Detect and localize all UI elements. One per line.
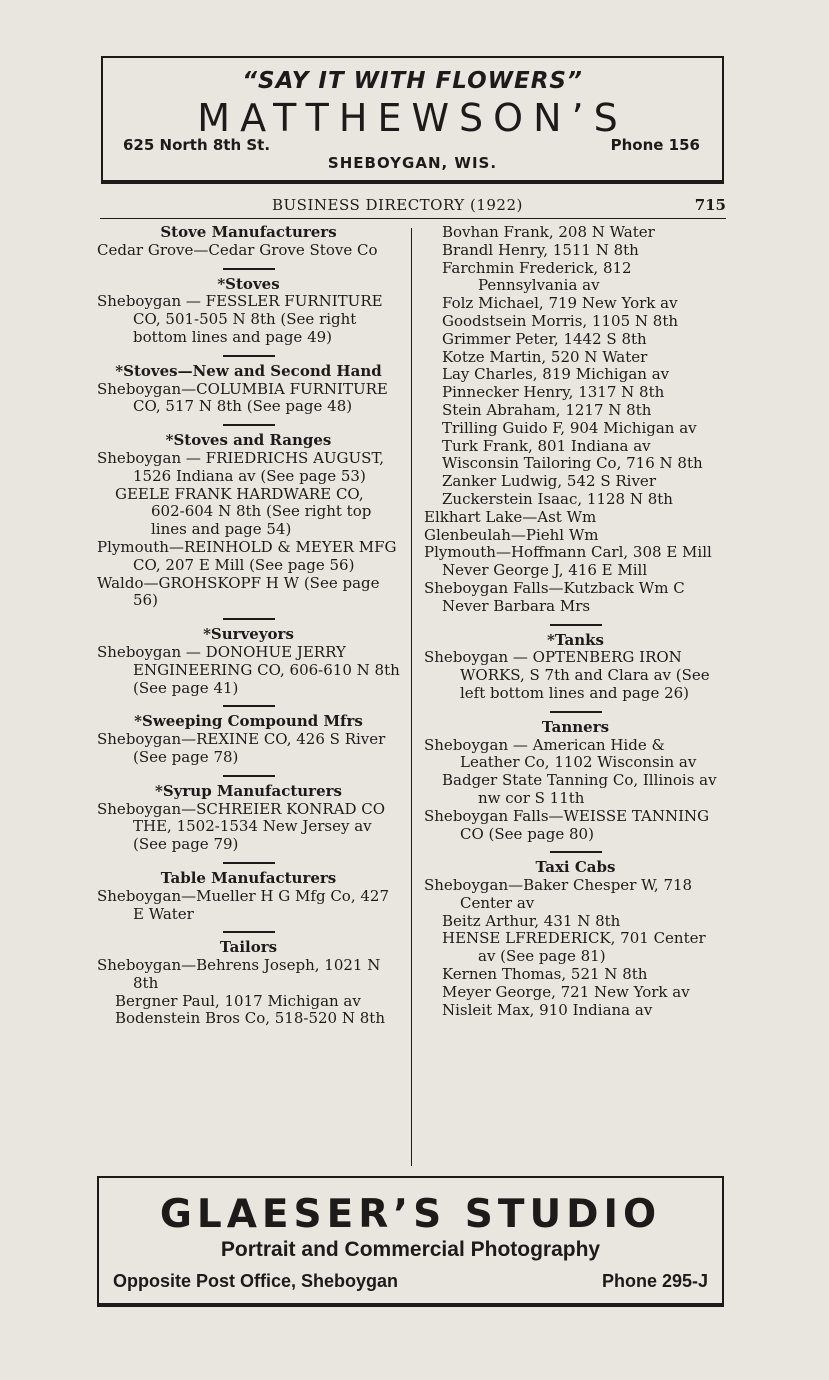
page-number: 715 <box>694 196 726 214</box>
section-heading: Tailors <box>219 938 278 957</box>
glaesers-studio-advertisement <box>97 1176 724 1307</box>
directory-entry: Never Barbara Mrs <box>442 596 591 615</box>
directory-entry: Bodenstein Bros Co, 518-520 N 8th <box>115 1009 385 1028</box>
section-divider <box>223 355 275 357</box>
section-heading: *Stoves <box>217 274 280 293</box>
directory-entry: GEELE FRANK HARDWARE CO, 602-604 N 8th (See right top lines and page 54) <box>115 484 372 539</box>
section-divider <box>223 268 275 270</box>
section-heading: *Stoves and Ranges <box>165 431 332 450</box>
directory-entry: Zanker Ludwig, 542 S River <box>442 472 656 491</box>
section-divider <box>550 711 602 713</box>
directory-entry: Meyer George, 721 New York av <box>442 982 690 1001</box>
directory-entry: Plymouth—REINHOLD & MEYER MFG CO, 207 E Mill (See page 56) <box>97 537 397 574</box>
section-divider <box>223 931 275 933</box>
studio-address: Opposite Post Office, Sheboygan <box>113 1271 399 1291</box>
directory-entry: Sheboygan—COLUMBIA FURNITURE CO, 517 N 8th (See page 48) <box>97 379 388 416</box>
section-divider <box>223 424 275 426</box>
column-divider <box>411 228 412 1166</box>
directory-entry: Kotze Martin, 520 N Water <box>442 347 648 366</box>
section-divider <box>550 851 602 853</box>
studio-phone: Phone 295-J <box>601 1271 708 1291</box>
section-heading: *Surveyors <box>203 625 294 644</box>
directory-entry: Sheboygan Falls—Kutzback Wm C <box>424 578 685 597</box>
directory-entry: Wisconsin Tailoring Co, 716 N 8th <box>442 454 703 473</box>
section-divider <box>223 775 275 777</box>
page-title: BUSINESS DIRECTORY (1922) <box>272 196 523 214</box>
section-heading: Tanners <box>541 717 610 736</box>
directory-entry: Cedar Grove—Cedar Grove Stove Co <box>97 240 378 259</box>
directory-entry: Trilling Guido F, 904 Michigan av <box>442 418 697 437</box>
directory-entry: Sheboygan—Mueller H G Mfg Co, 427 E Water <box>97 886 389 923</box>
directory-entry: HENSE LFREDERICK, 701 Center av (See page 81) <box>442 929 706 966</box>
ad-slogan: “SAY IT WITH FLOWERS” <box>242 68 583 94</box>
directory-entry: Farchmin Frederick, 812 Pennsylvania av <box>442 258 632 295</box>
directory-entry: Sheboygan — OPTENBERG IRON WORKS, S 7th and Clara av (See left bottom lines and page 26) <box>424 648 710 702</box>
directory-entry: Never George J, 416 E Mill <box>442 561 648 580</box>
right-column <box>424 224 727 1019</box>
directory-entry: Bovhan Frank, 208 N Water <box>442 223 655 241</box>
directory-entry: Waldo—GROHSKOPF H W (See page 56) <box>97 573 380 610</box>
section-heading: *Syrup Manufacturers <box>155 781 342 800</box>
directory-entry: Goodstsein Morris, 1105 N 8th <box>442 311 679 330</box>
directory-entry: Folz Michael, 719 New York av <box>442 294 678 313</box>
directory-entry: Sheboygan—Baker Chesper W, 718 Center av <box>424 876 693 912</box>
section-divider <box>223 705 275 707</box>
directory-entry: Pinnecker Henry, 1317 N 8th <box>442 383 665 402</box>
studio-name: GLAESER’S STUDIO <box>159 1192 662 1237</box>
directory-entry: Sheboygan Falls—WEISSE TANNING CO (See page 80) <box>424 806 710 843</box>
directory-entry: Lay Charles, 819 Michigan av <box>442 365 670 384</box>
directory-entry: Glenbeulah—Piehl Wm <box>424 525 599 544</box>
directory-entry: Sheboygan — FESSLER FURNITURE CO, 501-505 N 8th (See right bottom lines and page 49) <box>97 292 383 346</box>
section-heading: Taxi Cabs <box>535 858 616 877</box>
directory-entry: Zuckerstein Isaac, 1128 N 8th <box>442 489 673 508</box>
directory-entry: Sheboygan—SCHREIER KONRAD CO THE, 1502-1534 New Jersey av (See page 79) <box>97 799 386 854</box>
studio-tagline: Portrait and Commercial Photography <box>220 1238 601 1261</box>
section-heading: Table Manufacturers <box>160 868 337 887</box>
ad-phone: Phone 156 <box>610 136 700 154</box>
directory-entry: Kernen Thomas, 521 N 8th <box>442 965 648 984</box>
directory-entry: Badger State Tanning Co, Illinois av nw cor S 11th <box>442 771 717 807</box>
section-heading: Stove Manufacturers <box>160 223 337 241</box>
directory-entry: Sheboygan—Behrens Joseph, 1021 N 8th <box>97 956 381 992</box>
directory-entry: Elkhart Lake—Ast Wm <box>424 507 597 526</box>
matthewsons-advertisement <box>101 56 724 184</box>
page-header <box>100 196 726 219</box>
ad-address: 625 North 8th St. <box>123 136 271 154</box>
section-heading: *Stoves—New and Second Hand <box>115 361 382 380</box>
directory-entry: Nisleit Max, 910 Indiana av <box>442 1000 653 1019</box>
directory-entry: Sheboygan — DONOHUE JERRY ENGINEERING CO, 606-610 N 8th (See page 41) <box>97 642 400 697</box>
section-heading: *Tanks <box>546 630 605 649</box>
directory-entry: Plymouth—Hoffmann Carl, 308 E Mill <box>424 543 712 562</box>
section-divider <box>223 618 275 620</box>
directory-entry: Sheboygan—REXINE CO, 426 S River (See page 78) <box>97 730 386 766</box>
directory-entry: Grimmer Peter, 1442 S 8th <box>442 329 647 348</box>
ad-business-name: MATTHEWSON’S <box>197 96 628 140</box>
directory-entry: Sheboygan — FRIEDRICHS AUGUST, 1526 Indiana av (See page 53) <box>97 448 385 485</box>
directory-entry: Bergner Paul, 1017 Michigan av <box>115 991 361 1010</box>
section-divider <box>223 862 275 864</box>
ad-city: SHEBOYGAN, WIS. <box>327 154 498 172</box>
directory-entry: Stein Abraham, 1217 N 8th <box>442 400 652 419</box>
directory-entry: Brandl Henry, 1511 N 8th <box>442 240 639 259</box>
directory-entry: Beitz Arthur, 431 N 8th <box>442 911 621 930</box>
directory-entry: Sheboygan — American Hide & Leather Co, 1102 Wisconsin av <box>424 735 697 772</box>
directory-entry: Turk Frank, 801 Indiana av <box>442 436 651 455</box>
section-heading: *Sweeping Compound Mfrs <box>134 712 363 731</box>
section-divider <box>550 624 602 626</box>
left-column <box>97 224 400 1028</box>
